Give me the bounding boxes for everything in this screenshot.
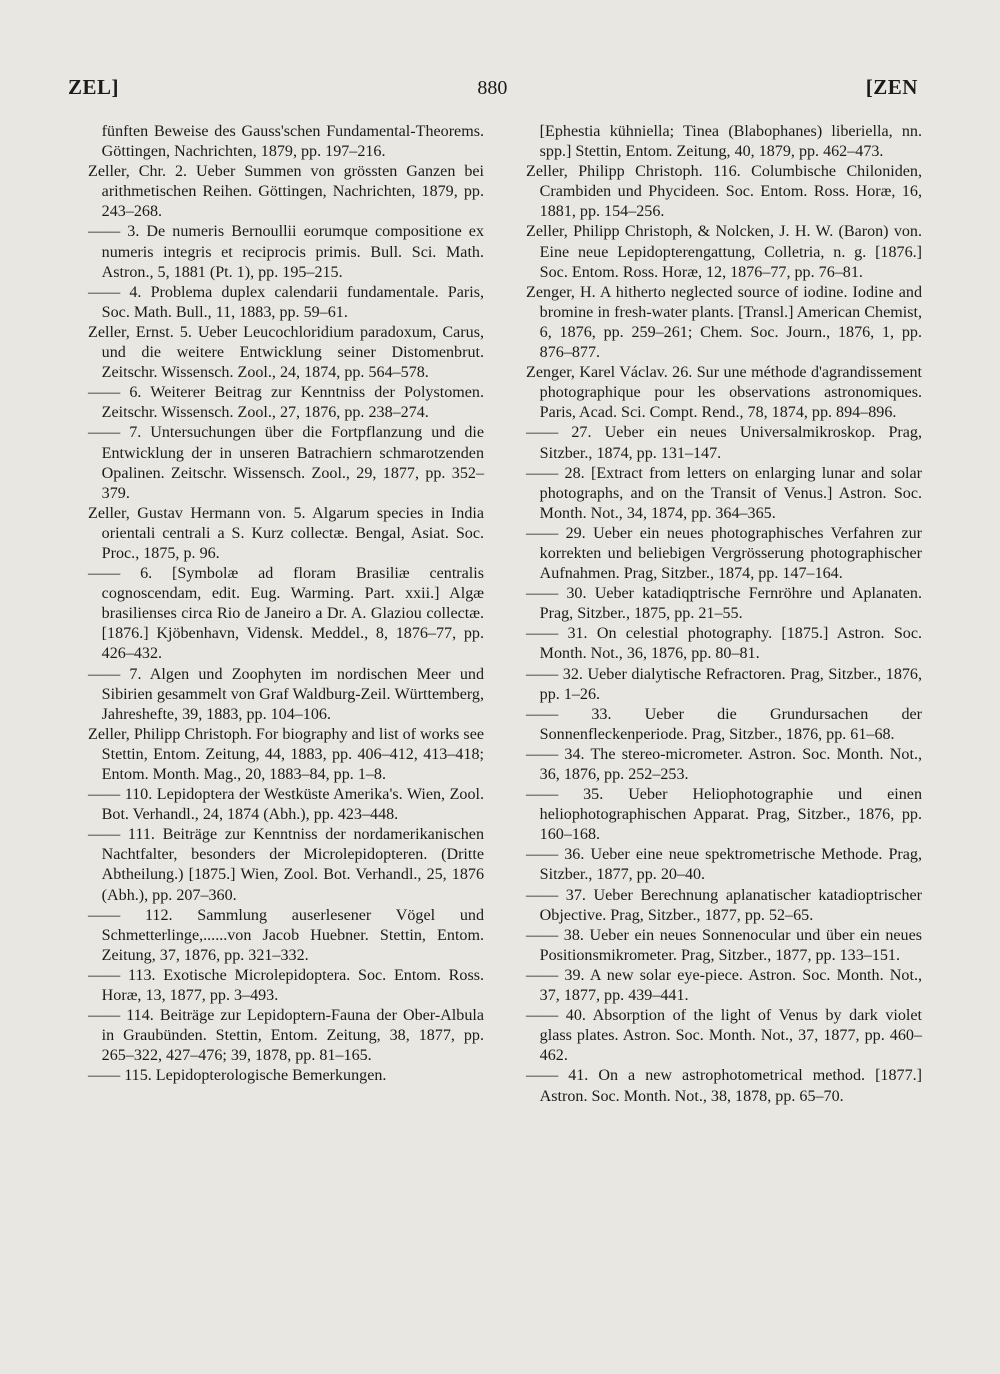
bibliography-entry: Zeller, Philipp Christoph. For biography and list of works see Stettin, Entom. Zeitung, 44, 1883, pp. 406–412, 413–418; Entom. Month. Mag., 20, 1883–84, pp. 1–8.	[88, 725, 484, 783]
bibliography-entry: —— 40. Absorption of the light of Venus by dark violet glass plates. Astron. Soc. Month. Not., 37, 1877, pp. 460–462.	[526, 1007, 922, 1065]
right-column	[526, 122, 922, 1107]
bibliography-entry: —— 115. Lepidopterologische Bemerkungen.	[88, 1067, 387, 1085]
bibliography-entry: —— 114. Beiträge zur Lepidoptern-Fauna der Ober-Albula in Graubünden. Stettin, Entom. Zeitung, 38, 1877, pp. 265–322, 427–476; 39, 1878, pp. 81–165.	[88, 1007, 484, 1065]
page-number: 880	[477, 77, 508, 99]
bibliography-entry: —— 27. Ueber ein neues Universalmikroskop. Prag, Sitzber., 1874, pp. 131–147.	[526, 424, 922, 462]
bibliography-entry: —— 29. Ueber ein neues photographisches Verfahren zur korrekten und beliebigen Vergrösserung photographischer Aufnahmen. Prag, Sitzber., 1874, pp. 147–164.	[526, 524, 922, 583]
bibliography-entry: Zeller, Philipp Christoph. 116. Columbische Chiloniden, Crambiden und Phycideen. Soc. Entom. Ross. Horæ, 16, 1881, pp. 154–256.	[526, 163, 922, 221]
left-column	[88, 122, 484, 1087]
bibliography-entry: —— 31. On celestial photography. [1875.] Astron. Soc. Month. Not., 36, 1876, pp. 80–81.	[526, 625, 922, 663]
bibliography-entry: Zeller, Gustav Hermann von. 5. Algarum species in India orientali centrali a S. Kurz collectæ. Bengal, Asiat. Soc. Proc., 1875, p. 96.	[88, 504, 484, 562]
bibliography-entry: —— 3. De numeris Bernoullii eorumque compositione ex numeris integris et reciprocis primis. Bull. Sci. Math. Astron., 5, 1881 (Pt. 1), pp. 195–215.	[88, 223, 484, 281]
bibliography-entry: —— 4. Problema duplex calendarii fundamentale. Paris, Soc. Math. Bull., 11, 1883, pp. 59–61.	[88, 283, 484, 321]
bibliography-entry: —— 7. Untersuchungen über die Fortpflanzung und die Entwicklung der in unseren Batrachiern schmarotzenden Opalinen. Zeitschr. Wissensch. Zool., 29, 1877, pp. 352–379.	[88, 424, 484, 502]
bibliography-entry: —— 34. The stereo-micrometer. Astron. Soc. Month. Not., 36, 1876, pp. 252–253.	[526, 745, 922, 783]
bibliography-entry: —— 6. [Symbolæ ad floram Brasiliæ centralis cognoscendam, edit. Eug. Warming. Part. xxii.] Algæ brasilienses circa Rio de Janeiro a Dr. A. Glaziou collectæ. [1876.] Kjöbenhavn, Vidensk. Meddel., 8, 1876–77, pp. 426–432.	[88, 565, 484, 663]
bibliography-entry: —— 39. A new solar eye-piece. Astron. Soc. Month. Not., 37, 1877, pp. 439–441.	[526, 966, 922, 1005]
bibliography-entry: —— 112. Sammlung auserlesener Vögel und Schmetterlinge,......von Jacob Huebner. Stettin, Entom. Zeitung, 37, 1876, pp. 321–332.	[88, 906, 484, 964]
bibliography-entry: —— 36. Ueber eine neue spektrometrische Methode. Prag, Sitzber., 1877, pp. 20–40.	[526, 846, 922, 884]
bibliography-entry: —— 113. Exotische Microlepidoptera. Soc. Entom. Ross. Horæ, 13, 1877, pp. 3–493.	[88, 966, 484, 1005]
bibliography-entry: —— 30. Ueber katadiqptrische Fernröhre und Aplanaten. Prag, Sitzber., 1875, pp. 21–55.	[526, 585, 922, 623]
bibliography-entry: —— 111. Beiträge zur Kenntniss der nordamerikanischen Nachtfalter, besonders der Microlepidopteren. (Dritte Abtheilung.) [1875.] Wien, Zool. Bot. Verhandl., 25, 1876 (Abh.), pp. 207–360.	[88, 826, 484, 904]
bibliography-entry: —— 37. Ueber Berechnung aplanatischer katadioptrischer Objective. Prag, Sitzber., 1877, pp. 52–65.	[526, 886, 922, 924]
bibliography-entry: —— 28. [Extract from letters on enlarging lunar and solar photographs, and on the Transit of Venus.] Astron. Soc. Month. Not., 34, 1874, pp. 364–365.	[526, 464, 922, 522]
bibliography-entry: —— 110. Lepidoptera der Westküste Amerika's. Wien, Zool. Bot. Verhandl., 24, 1874 (Abh.), pp. 423–448.	[88, 786, 484, 824]
header-left: ZEL]	[68, 75, 120, 99]
page-header	[68, 75, 918, 100]
bibliography-entry: Zeller, Chr. 2. Ueber Summen von grössten Ganzen bei arithmetischen Reihen. Göttingen, Nachrichten, 1879, pp. 243–268.	[88, 163, 484, 221]
bibliography-entry: —— 7. Algen und Zoophyten im nordischen Meer und Sibirien gesammelt von Graf Waldburg-Zeil. Württemberg, Jahreshefte, 39, 1883, pp. 104–106.	[88, 665, 484, 723]
bibliography-entry: —— 33. Ueber die Grundursachen der Sonnenfleckenperiode. Prag, Sitzber., 1876, pp. 61–68.	[526, 705, 922, 743]
bibliography-entry: —— 32. Ueber dialytische Refractoren. Prag, Sitzber., 1876, pp. 1–26.	[526, 665, 922, 703]
bibliography-entry: Zenger, Karel Václav. 26. Sur une méthode d'agrandissement photographique pour les observations astronomiques. Paris, Acad. Sci. Compt. Rend., 78, 1874, pp. 894–896.	[526, 364, 922, 422]
bibliography-entry: fünften Beweise des Gauss'schen Fundamental-Theorems. Göttingen, Nachrichten, 1879, pp. 197–216.	[101, 123, 484, 161]
header-right: [ZEN	[865, 75, 918, 99]
bibliography-entry: Zeller, Philipp Christoph, & Nolcken, J. H. W. (Baron) von. Eine neue Lepidopterengattung, Colletria, n. g. [1876.] Soc. Entom. Ross. Horæ, 12, 1876–77, pp. 76–81.	[526, 223, 922, 281]
bibliography-entry: [Ephestia kühniella; Tinea (Blabophanes) liberiella, nn. spp.] Stettin, Entom. Zeitung, 40, 1879, pp. 462–473.	[539, 123, 922, 161]
bibliography-entry: —— 6. Weiterer Beitrag zur Kenntniss der Polystomen. Zeitschr. Wissensch. Zool., 27, 1876, pp. 238–274.	[88, 384, 484, 422]
bibliography-entry: Zeller, Ernst. 5. Ueber Leucochloridium paradoxum, Carus, und die weitere Entwicklung seiner Distomenbrut. Zeitschr. Wissensch. Zool., 24, 1874, pp. 564–578.	[88, 323, 484, 382]
bibliography-entry: Zenger, H. A hitherto neglected source of iodine. Iodine and bromine in fresh-water plants. [Transl.] American Chemist, 6, 1876, pp. 259–261; Chem. Soc. Journ., 1876, 1, pp. 876–877.	[526, 283, 922, 362]
bibliography-entry: —— 38. Ueber ein neues Sonnenocular und über ein neues Positionsmikrometer. Prag, Sitzber., 1877, pp. 133–151.	[526, 926, 922, 964]
bibliography-entry: —— 41. On a new astrophotometrical method. [1877.] Astron. Soc. Month. Not., 38, 1878, pp. 65–70.	[526, 1067, 922, 1105]
bibliography-entry: —— 35. Ueber Heliophotographie und einen heliophotographischen Apparat. Prag, Sitzber., 1876, pp. 160–168.	[526, 786, 922, 844]
